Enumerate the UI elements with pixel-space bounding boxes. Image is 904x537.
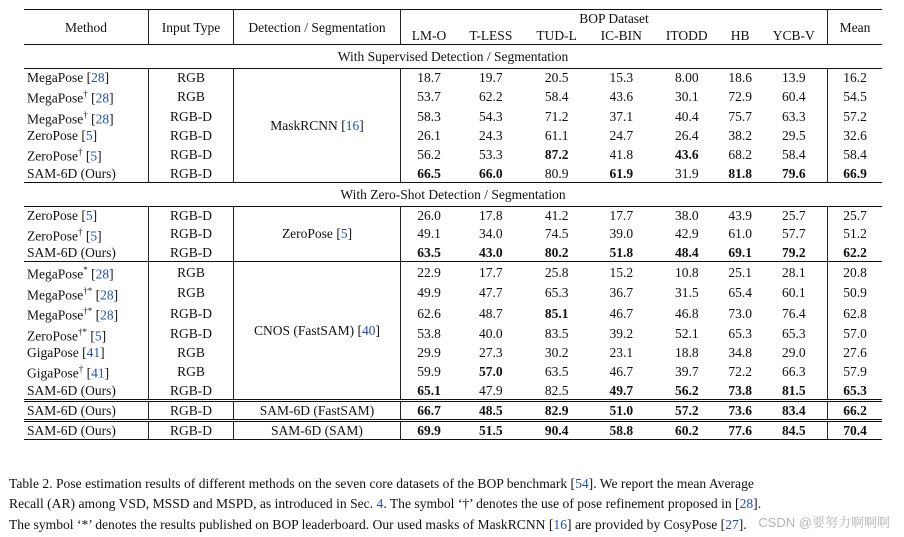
table-row xyxy=(24,400,882,420)
score-cell: 48.5 xyxy=(457,400,525,420)
method-name: SAM-6D (Ours) xyxy=(27,422,116,438)
score-cell: 81.8 xyxy=(728,165,752,181)
table-row xyxy=(24,283,882,304)
score-cell: 82.5 xyxy=(544,382,569,398)
score-cell: 40.0 xyxy=(479,326,503,342)
detector-name: SAM-6D (SAM) xyxy=(271,422,363,438)
section-title: With Supervised Detection / Segmentation xyxy=(24,45,882,69)
detector-cell: ZeroPose [5] xyxy=(234,206,401,262)
score-cell: 57.7 xyxy=(761,224,828,245)
citation-link[interactable]: 28 xyxy=(91,70,105,85)
method-cell xyxy=(24,420,149,439)
method-name: ZeroPose xyxy=(27,328,78,343)
citation-link[interactable]: 28 xyxy=(739,496,754,512)
table-row xyxy=(24,206,882,224)
caption-line-1 xyxy=(9,474,899,494)
score-cell: 38.2 xyxy=(728,128,752,143)
method-marker: † xyxy=(78,364,84,374)
method-name: MegaPose xyxy=(27,307,84,323)
method-name: MegaPose xyxy=(27,287,84,302)
score-cell: 63.3 xyxy=(761,107,828,128)
citation-link[interactable]: 5 xyxy=(340,226,348,242)
detector-cell xyxy=(234,400,401,420)
score-cell: 23.1 xyxy=(609,345,634,360)
score-cell: 79.2 xyxy=(761,244,828,262)
method-name: MegaPose xyxy=(27,90,84,106)
score-cell: 56.2 xyxy=(417,146,441,162)
method-name: SAM-6D (Ours) xyxy=(27,245,116,260)
input-type-cell: RGB-D xyxy=(149,127,234,144)
score-cell: 65.4 xyxy=(728,285,752,301)
citation-link[interactable]: 27 xyxy=(725,516,739,532)
score-cell: 34.0 xyxy=(479,226,503,242)
method-cell xyxy=(24,382,149,401)
citation-link[interactable]: 28 xyxy=(95,266,110,282)
score-cell: 84.5 xyxy=(761,420,828,439)
detector-name: MaskRCNN xyxy=(270,117,338,133)
method-cell: ZeroPose [5] xyxy=(24,127,149,144)
method-cell: ZeroPose† [5] xyxy=(24,144,149,165)
method-marker: † xyxy=(83,89,88,99)
score-cell: 19.7 xyxy=(457,69,525,87)
score-cell: 65.1 xyxy=(417,382,441,398)
input-type-cell: RGB-D xyxy=(149,165,234,183)
score-cell: 18.6 xyxy=(720,69,761,87)
input-type-cell: RGB-D xyxy=(149,303,234,324)
score-cell: 46.8 xyxy=(674,305,699,321)
score-cell: 56.2 xyxy=(674,382,699,398)
score-cell: 73.8 xyxy=(728,382,752,398)
mean-header: Mean xyxy=(828,10,883,45)
section-title-row xyxy=(24,45,882,69)
method-marker: †* xyxy=(78,326,87,337)
detector-name: CNOS (FastSAM) xyxy=(253,322,355,338)
table-row xyxy=(24,420,882,439)
input-type-header: Input Type xyxy=(149,10,234,45)
score-cell: 38.0 xyxy=(654,206,720,224)
input-type-cell: RGB-D xyxy=(149,324,234,345)
input-type-cell: RGB-D xyxy=(149,224,234,245)
input-type-cell: RGB-D xyxy=(149,244,234,262)
method-name: SAM-6D (Ours) xyxy=(27,402,116,418)
score-cell: 42.9 xyxy=(674,226,699,242)
score-cell: 65.3 xyxy=(761,324,828,345)
score-cell: 47.9 xyxy=(479,382,503,398)
section-link[interactable]: 4 xyxy=(376,496,384,512)
table-row xyxy=(24,127,882,144)
method-cell: MegaPose† [28] xyxy=(24,86,149,107)
score-cell: 68.2 xyxy=(728,146,752,162)
score-cell: 36.7 xyxy=(609,285,634,301)
score-cell: 26.1 xyxy=(417,128,441,143)
score-cell: 62.6 xyxy=(417,305,441,321)
input-type-cell: RGB-D xyxy=(149,206,234,224)
score-cell: 46.7 xyxy=(609,363,634,379)
input-type-cell: RGB xyxy=(149,262,234,283)
method-name: GigaPose xyxy=(27,345,79,360)
score-cell: 79.6 xyxy=(761,165,828,183)
score-cell: 15.2 xyxy=(589,262,654,283)
input-type-cell: RGB-D xyxy=(149,400,234,420)
score-cell: 60.2 xyxy=(654,420,720,439)
method-cell: ZeroPose [5] xyxy=(24,206,149,224)
citation-link[interactable]: 28 xyxy=(95,111,110,126)
score-cell: 39.0 xyxy=(609,226,634,242)
score-cell: 34.8 xyxy=(728,345,752,360)
score-cell: 40.4 xyxy=(674,109,699,125)
score-cell: 59.9 xyxy=(417,363,441,379)
citation-link[interactable]: 28 xyxy=(100,287,114,302)
score-cell: 71.2 xyxy=(544,109,569,125)
score-cell: 65.3 xyxy=(544,285,569,301)
score-cell: 54.3 xyxy=(479,109,503,125)
method-name: MegaPose xyxy=(27,70,84,85)
method-cell: ZeroPose† [5] xyxy=(24,224,149,245)
score-cell: 39.7 xyxy=(674,363,699,379)
score-cell: 27.3 xyxy=(479,345,503,360)
score-cell: 25.1 xyxy=(720,262,761,283)
score-cell: 82.9 xyxy=(525,400,589,420)
method-name: SAM-6D (Ours) xyxy=(27,165,116,181)
score-cell: 85.1 xyxy=(544,305,569,321)
citation-link[interactable]: 5 xyxy=(85,207,93,223)
dataset-header-tud-l: TUD-L xyxy=(536,28,577,43)
method-cell: MegaPose† [28] xyxy=(24,107,149,128)
score-cell: 61.1 xyxy=(544,128,569,143)
table-row xyxy=(24,165,882,183)
score-cell: 18.7 xyxy=(401,69,458,87)
mean-cell: 66.2 xyxy=(828,400,883,420)
score-cell: 80.2 xyxy=(544,245,569,260)
score-cell: 17.7 xyxy=(457,262,525,283)
score-cell: 39.2 xyxy=(609,326,634,342)
score-cell: 65.3 xyxy=(728,326,752,342)
score-cell: 58.3 xyxy=(417,109,441,125)
detector-name: SAM-6D (FastSAM) xyxy=(259,402,375,418)
section-title: With Zero-Shot Detection / Segmentation xyxy=(24,182,882,206)
method-cell: GigaPose [41] xyxy=(24,344,149,361)
score-cell: 60.1 xyxy=(761,283,828,304)
score-cell: 29.5 xyxy=(761,127,828,144)
mean-cell: 66.9 xyxy=(843,165,867,181)
score-cell: 41.2 xyxy=(525,206,589,224)
method-name: ZeroPose xyxy=(27,207,78,223)
score-cell: 52.1 xyxy=(674,326,699,342)
method-marker: † xyxy=(78,226,83,237)
score-cell: 43.6 xyxy=(674,146,699,162)
score-cell: 87.2 xyxy=(544,146,569,162)
mean-cell: 50.9 xyxy=(843,285,867,301)
mean-cell: 57.9 xyxy=(843,363,867,379)
score-cell: 26.0 xyxy=(401,206,458,224)
score-cell: 63.5 xyxy=(417,245,441,260)
dataset-header-ic-bin: IC-BIN xyxy=(600,28,642,43)
score-cell: 90.4 xyxy=(525,420,589,439)
table-row xyxy=(24,324,882,345)
caption-text: ]. xyxy=(753,496,762,512)
score-cell: 73.6 xyxy=(720,400,761,420)
results-table xyxy=(24,9,882,440)
score-cell: 30.2 xyxy=(544,345,569,360)
method-cell: GigaPose† [41] xyxy=(24,361,149,382)
score-cell: 43.0 xyxy=(479,245,503,260)
citation-link[interactable]: 54 xyxy=(575,476,589,491)
citation-link[interactable]: 41 xyxy=(86,345,101,360)
score-cell: 72.9 xyxy=(728,88,752,104)
citation-link[interactable]: 5 xyxy=(94,328,102,343)
score-cell: 25.8 xyxy=(525,262,589,283)
score-cell: 43.9 xyxy=(720,206,761,224)
score-cell: 18.8 xyxy=(674,345,699,360)
score-cell: 66.7 xyxy=(401,400,458,420)
input-type-cell: RGB-D xyxy=(149,107,234,128)
score-cell: 51.0 xyxy=(589,400,654,420)
mean-cell: 62.2 xyxy=(843,245,867,260)
score-cell: 57.2 xyxy=(654,400,720,420)
score-cell: 47.7 xyxy=(479,285,503,301)
table-row xyxy=(24,86,882,107)
table-row xyxy=(24,107,882,128)
score-cell: 51.5 xyxy=(457,420,525,439)
method-cell: MegaPose* [28] xyxy=(24,262,149,283)
header-row xyxy=(24,10,882,28)
caption-text: Recall (AR) among VSD, MSSD and MSPD, as introduced in Sec. xyxy=(9,496,377,512)
method-cell xyxy=(24,400,149,420)
score-cell: 49.9 xyxy=(417,285,441,301)
detector-name: ZeroPose xyxy=(281,226,333,242)
mean-cell: 32.6 xyxy=(843,128,867,143)
method-name: SAM-6D (Ours) xyxy=(27,382,116,398)
input-type-cell: RGB xyxy=(149,86,234,107)
mean-cell: 57.0 xyxy=(843,326,867,342)
score-cell: 66.5 xyxy=(417,165,441,181)
dataset-header-itodd: ITODD xyxy=(665,28,708,43)
score-cell: 43.6 xyxy=(609,88,634,104)
score-cell: 41.8 xyxy=(609,146,634,162)
score-cell: 46.7 xyxy=(609,305,634,321)
score-cell: 63.5 xyxy=(544,363,569,379)
method-cell xyxy=(24,244,149,262)
score-cell: 69.9 xyxy=(401,420,458,439)
method-name: ZeroPose xyxy=(27,148,78,164)
dataset-header-ycb-v: YCB-V xyxy=(761,27,828,45)
table-row xyxy=(24,244,882,262)
table-row xyxy=(24,144,882,165)
score-cell: 81.5 xyxy=(761,382,828,401)
input-type-cell: RGB xyxy=(149,361,234,382)
mean-cell: 27.6 xyxy=(843,345,867,360)
method-cell: MegaPose†* [28] xyxy=(24,303,149,324)
score-cell: 83.5 xyxy=(544,326,569,342)
score-cell: 72.2 xyxy=(728,363,752,379)
score-cell: 17.8 xyxy=(457,206,525,224)
detector-cell: MaskRCNN [16] xyxy=(234,69,401,183)
dataset-header-hb: HB xyxy=(730,28,750,43)
caption-text: ]. We report the mean Average xyxy=(588,476,754,491)
score-cell: 24.7 xyxy=(609,128,634,143)
mean-cell: 70.4 xyxy=(828,420,883,439)
method-header: Method xyxy=(24,10,149,45)
detector-cell: CNOS (FastSAM) [40] xyxy=(234,262,401,401)
detection-header: Detection / Segmentation xyxy=(234,10,401,45)
score-cell: 26.4 xyxy=(674,128,699,143)
method-name: ZeroPose xyxy=(27,128,78,143)
method-cell: ZeroPose†* [5] xyxy=(24,324,149,345)
citation-link[interactable]: 28 xyxy=(100,307,114,323)
score-cell: 58.8 xyxy=(589,420,654,439)
citation-link[interactable]: 40 xyxy=(362,322,376,338)
mean-cell: 20.8 xyxy=(828,262,883,283)
table-row xyxy=(24,262,882,283)
input-type-cell: RGB-D xyxy=(149,420,234,439)
score-cell: 58.4 xyxy=(761,144,828,165)
score-cell: 25.7 xyxy=(761,206,828,224)
mean-cell: 51.2 xyxy=(843,226,867,242)
method-marker: †* xyxy=(83,285,93,296)
method-marker: † xyxy=(83,109,88,120)
score-cell: 60.4 xyxy=(761,86,828,107)
input-type-cell: RGB xyxy=(149,344,234,361)
citation-link[interactable]: 5 xyxy=(85,128,93,143)
table-row xyxy=(24,344,882,361)
citation-link[interactable]: 28 xyxy=(95,90,110,106)
method-cell: MegaPose†* [28] xyxy=(24,283,149,304)
table-row xyxy=(24,69,882,87)
score-cell: 48.7 xyxy=(479,305,503,321)
caption-text: . The symbol ‘†’ denotes the use of pose refinement proposed in [ xyxy=(383,496,740,512)
score-cell: 30.1 xyxy=(674,88,699,104)
score-cell: 31.9 xyxy=(674,165,699,181)
score-cell: 53.7 xyxy=(417,88,441,104)
caption-text: Table 2. Pose estimation results of different methods on the seven core datasets of the BOP benchmark [ xyxy=(9,476,576,491)
table-row xyxy=(24,303,882,324)
score-cell: 37.1 xyxy=(609,109,634,125)
dataset-header-lm-o: LM-O xyxy=(411,28,447,43)
score-cell: 29.0 xyxy=(761,344,828,361)
score-cell: 10.8 xyxy=(654,262,720,283)
input-type-cell: RGB-D xyxy=(149,144,234,165)
method-name: ZeroPose xyxy=(27,228,78,243)
table-row xyxy=(24,382,882,401)
mean-cell: 25.7 xyxy=(828,206,883,224)
score-cell: 28.1 xyxy=(761,262,828,283)
score-cell: 83.4 xyxy=(761,400,828,420)
score-cell: 62.2 xyxy=(479,88,503,104)
bop-dataset-header: BOP Dataset xyxy=(401,10,828,28)
citation-link[interactable]: 16 xyxy=(345,117,360,133)
score-cell: 73.0 xyxy=(728,305,752,321)
score-cell: 77.6 xyxy=(720,420,761,439)
mean-cell: 65.3 xyxy=(843,382,867,398)
citation-link[interactable]: 16 xyxy=(553,516,568,532)
score-cell: 61.9 xyxy=(609,165,634,181)
method-name: MegaPose xyxy=(27,266,84,282)
score-cell: 53.3 xyxy=(479,146,503,162)
caption-text: The symbol ‘*’ denotes the results published on BOP leaderboard. Our used masks of MaskRCNN [ xyxy=(9,516,554,532)
score-cell: 51.8 xyxy=(609,245,634,260)
score-cell: 20.5 xyxy=(525,69,589,87)
score-cell: 69.1 xyxy=(728,245,752,260)
input-type-cell: RGB-D xyxy=(149,382,234,401)
mean-cell: 16.2 xyxy=(828,69,883,87)
mean-cell: 54.5 xyxy=(843,88,867,104)
method-name: GigaPose xyxy=(27,365,79,381)
method-marker: † xyxy=(78,147,83,157)
score-cell: 49.7 xyxy=(609,382,634,398)
method-marker: * xyxy=(83,265,88,275)
score-cell: 66.0 xyxy=(479,165,503,181)
dataset-header-t-less: T-LESS xyxy=(469,28,513,43)
score-cell: 49.1 xyxy=(417,226,441,242)
score-cell: 66.3 xyxy=(761,361,828,382)
citation-link[interactable]: 5 xyxy=(90,148,98,164)
score-cell: 48.4 xyxy=(674,245,699,260)
detector-cell xyxy=(234,420,401,439)
score-cell: 76.4 xyxy=(761,303,828,324)
score-cell: 80.9 xyxy=(544,165,569,181)
score-cell: 61.0 xyxy=(728,226,752,242)
score-cell: 53.8 xyxy=(417,326,441,342)
watermark: CSDN @要努力啊啊啊 xyxy=(758,515,890,530)
score-cell: 24.3 xyxy=(479,128,503,143)
score-cell: 57.0 xyxy=(479,363,503,379)
input-type-cell: RGB xyxy=(149,283,234,304)
mean-cell: 58.4 xyxy=(843,146,867,162)
method-cell xyxy=(24,165,149,183)
score-cell: 15.3 xyxy=(589,69,654,87)
score-cell: 29.9 xyxy=(417,345,441,360)
score-cell: 75.7 xyxy=(728,109,752,125)
caption-text: ] are provided by CosyPose [ xyxy=(567,516,726,532)
caption-text: ]. xyxy=(738,516,747,532)
method-name: MegaPose xyxy=(27,111,84,126)
score-cell: 74.5 xyxy=(544,226,569,242)
citation-link[interactable]: 5 xyxy=(90,228,98,243)
input-type-cell: RGB xyxy=(149,69,234,87)
score-cell: 58.4 xyxy=(544,88,569,104)
score-cell: 13.9 xyxy=(761,69,828,87)
score-cell: 8.00 xyxy=(654,69,720,87)
score-cell: 22.9 xyxy=(401,262,458,283)
table-row xyxy=(24,224,882,245)
method-marker: †* xyxy=(83,306,93,316)
method-cell: MegaPose [28] xyxy=(24,69,149,87)
table-row xyxy=(24,361,882,382)
mean-cell: 57.2 xyxy=(843,109,867,125)
score-cell: 31.5 xyxy=(674,285,699,301)
citation-link[interactable]: 41 xyxy=(91,365,105,381)
mean-cell: 62.8 xyxy=(843,305,867,321)
score-cell: 17.7 xyxy=(589,206,654,224)
section-title-row xyxy=(24,182,882,206)
